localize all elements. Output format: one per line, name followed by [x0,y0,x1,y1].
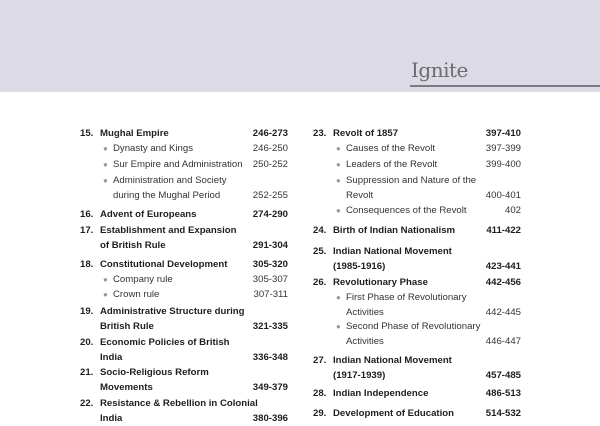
toc-entry [313,245,521,274]
toc-subentry [313,291,521,320]
page-range: 457-485 [486,369,521,384]
entry-title: Resistance & Rebellion in Colonial India [100,397,258,426]
toc-entry [313,276,521,291]
toc-subentry [313,158,521,173]
chapter-number: 27. [313,354,326,369]
page-range: 442-456 [486,276,521,291]
page-range: 397-399 [486,142,521,157]
bullet-icon: ● [336,291,341,306]
page-range: 307-311 [254,288,289,303]
entry-title: Second Phase of Revolutionary Activities [346,320,480,349]
entry-title: Establishment and Expansion of British Rule [100,224,236,253]
header-band [0,0,600,92]
toc-entry [313,127,521,142]
brand-logo: Ignite [411,58,468,82]
entry-title: Sur Empire and Administration [113,158,243,173]
chapter-number: 28. [313,387,326,402]
page-range: 336-348 [253,351,288,366]
toc-entry [80,258,288,273]
chapter-number: 20. [80,336,93,351]
page-range: 400-401 [486,189,521,204]
entry-title: Birth of Indian Nationalism [333,224,455,239]
chapter-number: 21. [80,366,93,381]
bullet-icon: ● [336,174,341,189]
entry-title: Leaders of the Revolt [346,158,437,173]
chapter-number: 18. [80,258,93,273]
page-range: 411-422 [486,224,521,239]
entry-title: Advent of Europeans [100,208,196,223]
chapter-number: 24. [313,224,326,239]
page-range: 446-447 [486,335,521,350]
toc-entry [313,407,521,422]
page-range: 321-335 [253,320,288,335]
toc-entry [313,387,521,402]
page-range: 380-396 [253,412,288,426]
chapter-number: 26. [313,276,326,291]
toc-entry [80,366,288,395]
entry-title: Administrative Structure during British Rule [100,305,244,334]
entry-title: Development of Education [333,407,454,422]
chapter-number: 19. [80,305,93,320]
toc-subentry [80,273,288,288]
page-range: 423-441 [486,260,521,275]
entry-title: First Phase of Revolutionary Activities [346,291,467,320]
toc-subentry [313,174,521,203]
page-range: 514-532 [486,407,521,422]
bullet-icon: ● [103,174,108,189]
toc-subentry [80,288,288,303]
entry-title: Revolt of 1857 [333,127,398,142]
toc-entry [80,127,288,142]
bullet-icon: ● [336,320,341,335]
toc-subentry [80,142,288,157]
toc-entry [80,305,288,334]
entry-title: Suppression and Nature of the Revolt [346,174,476,203]
page-range: 486-513 [486,387,521,402]
entry-title: Economic Policies of British India [100,336,230,365]
page-range: 397-410 [486,127,521,142]
toc-subentry [313,320,521,349]
entry-title: Dynasty and Kings [113,142,193,157]
page-range: 291-304 [253,239,288,254]
page-range: 305-320 [253,258,288,273]
toc-entry [313,224,521,239]
toc-entry [313,354,521,383]
page-range: 305-307 [253,273,288,288]
entry-title: Indian National Movement (1985-1916) [333,245,452,274]
entry-title: Socio-Religious Reform Movements [100,366,209,395]
toc-subentry [80,158,288,173]
bullet-icon: ● [336,204,341,219]
toc-subentry [313,204,521,219]
chapter-number: 22. [80,397,93,412]
chapter-number: 29. [313,407,326,422]
bullet-icon: ● [336,158,341,173]
bullet-icon: ● [103,158,108,173]
entry-title: Crown rule [113,288,159,303]
page-range: 349-379 [253,381,288,396]
bullet-icon: ● [103,288,108,303]
entry-title: Constitutional Development [100,258,227,273]
chapter-number: 16. [80,208,93,223]
bullet-icon: ● [336,142,341,157]
toc-subentry [80,174,288,203]
entry-title: Mughal Empire [100,127,169,142]
toc-entry [80,208,288,223]
page-range: 252-255 [253,189,288,204]
chapter-number: 17. [80,224,93,239]
bullet-icon: ● [103,142,108,157]
entry-title: Indian Independence [333,387,428,402]
entry-title: Indian National Movement (1917-1939) [333,354,452,383]
toc-entry [80,336,288,365]
chapter-number: 15. [80,127,93,142]
page-range: 246-250 [253,142,288,157]
toc-entry [80,224,288,253]
entry-title: Consequences of the Revolt [346,204,467,219]
toc-subentry [313,142,521,157]
page-range: 402 [505,204,521,219]
page-range: 442-445 [486,306,521,321]
entry-title: Administration and Society during the Mughal Period [113,174,227,203]
entry-title: Causes of the Revolt [346,142,435,157]
entry-title: Revolutionary Phase [333,276,428,291]
page-range: 274-290 [253,208,288,223]
page-range: 246-273 [253,127,288,142]
chapter-number: 25. [313,245,326,260]
page-range: 399-400 [486,158,521,173]
chapter-number: 23. [313,127,326,142]
page-range: 250-252 [253,158,288,173]
bullet-icon: ● [103,273,108,288]
header-rule [410,85,600,87]
entry-title: Company rule [113,273,173,288]
